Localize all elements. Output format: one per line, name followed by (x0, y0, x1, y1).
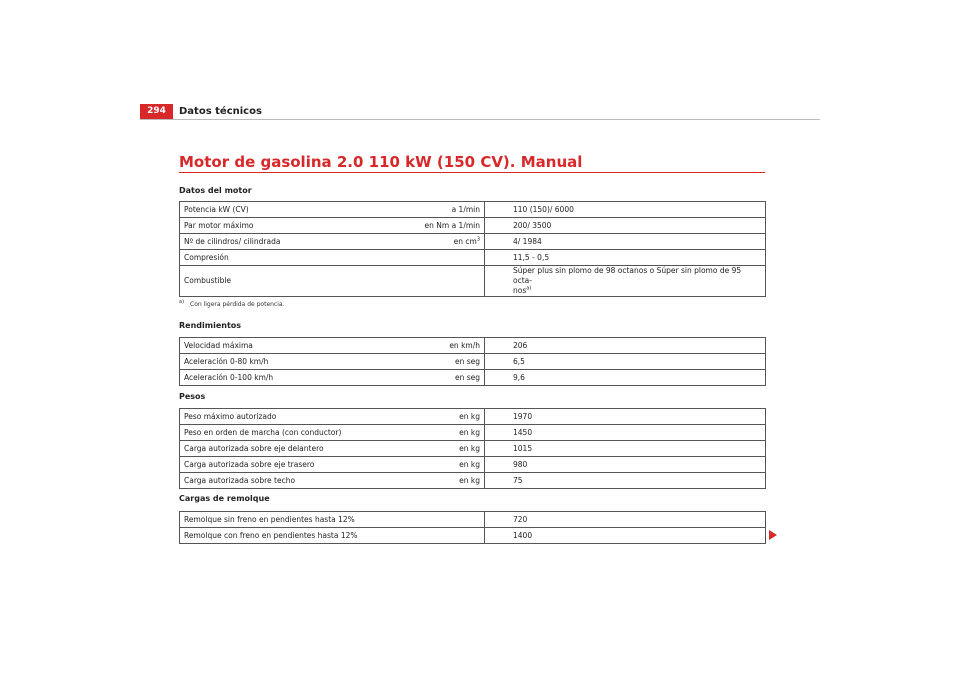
row-unit: en kg (388, 441, 485, 457)
table-row (180, 512, 766, 528)
row-label: Par motor máximo (180, 218, 389, 234)
row-unit (388, 250, 485, 266)
table-row (180, 266, 766, 297)
table-row (180, 473, 766, 489)
row-label: Aceleración 0-80 km/h (180, 354, 389, 370)
performance-table (179, 337, 766, 386)
trailer-heading: Cargas de remolque (179, 494, 270, 503)
row-unit: en km/h (388, 338, 485, 354)
row-label: Carga autorizada sobre techo (180, 473, 389, 489)
row-label: Velocidad máxima (180, 338, 389, 354)
performance-heading: Rendimientos (179, 321, 242, 330)
trailer-table (179, 511, 766, 544)
row-unit: en kg (388, 425, 485, 441)
table-row (180, 441, 766, 457)
title-divider (179, 172, 765, 173)
row-label: Compresión (180, 250, 389, 266)
engine-table (179, 201, 766, 297)
weights-table (179, 408, 766, 489)
row-label: Remolque sin freno en pendientes hasta 12% (180, 512, 389, 528)
row-value: 1450 (485, 425, 766, 441)
header-section-title: Datos técnicos (179, 106, 262, 117)
value-line-1: Súper plus sin plomo de 98 octanos o Súper sin plomo de 95 octa- (513, 266, 742, 285)
table-row (180, 218, 766, 234)
row-value: 1015 (485, 441, 766, 457)
page-number: 294 (140, 104, 173, 119)
table-row (180, 457, 766, 473)
row-label: Peso máximo autorizado (180, 409, 389, 425)
row-label: Carga autorizada sobre eje trasero (180, 457, 389, 473)
page-title: Motor de gasolina 2.0 110 kW (150 CV). Manual (179, 153, 583, 171)
row-value: 6,5 (485, 354, 766, 370)
row-unit (388, 512, 485, 528)
next-page-triangle-right-icon[interactable] (769, 530, 777, 540)
table-row (180, 354, 766, 370)
row-value: 4/ 1984 (485, 234, 766, 250)
row-label: Remolque con freno en pendientes hasta 12% (180, 528, 389, 544)
row-value (485, 266, 766, 297)
row-unit (388, 234, 485, 250)
header-divider (140, 119, 820, 120)
weights-heading: Pesos (179, 392, 206, 401)
table-row (180, 425, 766, 441)
row-value: 200/ 3500 (485, 218, 766, 234)
row-value: 980 (485, 457, 766, 473)
row-label: Aceleración 0-100 km/h (180, 370, 389, 386)
row-label: Nº de cilindros/ cilindrada (180, 234, 389, 250)
table-row (180, 409, 766, 425)
unit-superscript: 3 (476, 236, 480, 242)
row-value: 1400 (485, 528, 766, 544)
row-unit: en seg (388, 354, 485, 370)
table-row (180, 528, 766, 544)
row-value: 9,6 (485, 370, 766, 386)
value-line-2: nos (513, 286, 527, 295)
row-label: Carga autorizada sobre eje delantero (180, 441, 389, 457)
footnote (179, 298, 284, 309)
table-row (180, 250, 766, 266)
row-value: 110 (150)/ 6000 (485, 202, 766, 218)
row-unit (388, 266, 485, 297)
row-unit: en kg (388, 409, 485, 425)
row-label: Combustible (180, 266, 389, 297)
row-label: Peso en orden de marcha (con conductor) (180, 425, 389, 441)
row-unit: en seg (388, 370, 485, 386)
row-unit: a 1/min (388, 202, 485, 218)
footnote-mark: a) (179, 299, 185, 305)
unit-text: en cm (453, 236, 477, 246)
footnote-text: Con ligera pérdida de potencia. (190, 301, 285, 308)
row-value: 11,5 - 0,5 (485, 250, 766, 266)
row-unit: en Nm a 1/min (388, 218, 485, 234)
table-row (180, 370, 766, 386)
row-label: Potencia kW (CV) (180, 202, 389, 218)
row-unit (388, 528, 485, 544)
engine-heading: Datos del motor (179, 186, 252, 195)
table-row (180, 202, 766, 218)
footnote-ref: a) (526, 285, 532, 292)
row-value: 206 (485, 338, 766, 354)
row-unit: en kg (388, 473, 485, 489)
table-row (180, 338, 766, 354)
row-unit: en kg (388, 457, 485, 473)
row-value: 720 (485, 512, 766, 528)
row-value: 75 (485, 473, 766, 489)
row-value: 1970 (485, 409, 766, 425)
table-row (180, 234, 766, 250)
